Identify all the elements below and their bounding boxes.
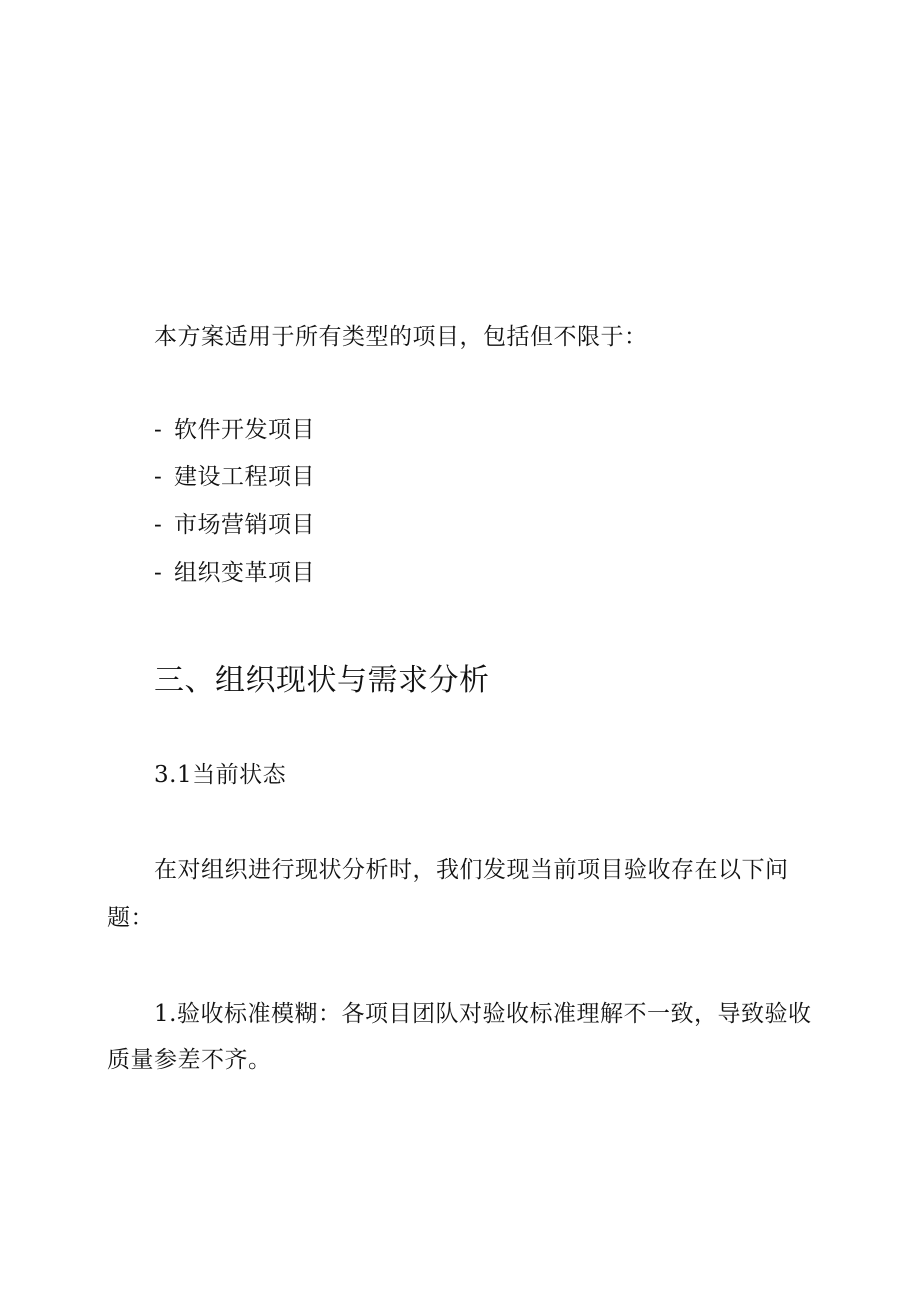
list-item — [154, 462, 315, 492]
subsection-heading: 3.1当前状态 — [154, 762, 287, 788]
list-dash: - — [154, 464, 163, 490]
list-item-label: 建设工程项目 — [174, 464, 315, 490]
list-item-label: 组织变革项目 — [174, 560, 315, 586]
issue-line: 质量参差不齐。 — [107, 1047, 272, 1073]
issue-line: 1.验收标准模糊：各项目团队对验收标准理解不一致，导致验收 — [154, 1001, 812, 1027]
paragraph-line: 题： — [107, 905, 154, 931]
list-item — [154, 510, 315, 540]
list-item — [154, 415, 315, 445]
list-dash: - — [154, 417, 163, 443]
list-dash: - — [154, 512, 163, 538]
list-item-label: 软件开发项目 — [174, 417, 315, 443]
section-heading: 三、组织现状与需求分析 — [154, 663, 490, 698]
list-dash: - — [154, 560, 163, 586]
scope-intro: 本方案适用于所有类型的项目，包括但不限于： — [154, 324, 648, 350]
paragraph-line: 在对组织进行现状分析时，我们发现当前项目验收存在以下问 — [154, 857, 789, 883]
list-item-label: 市场营销项目 — [174, 512, 315, 538]
list-item — [154, 558, 315, 588]
